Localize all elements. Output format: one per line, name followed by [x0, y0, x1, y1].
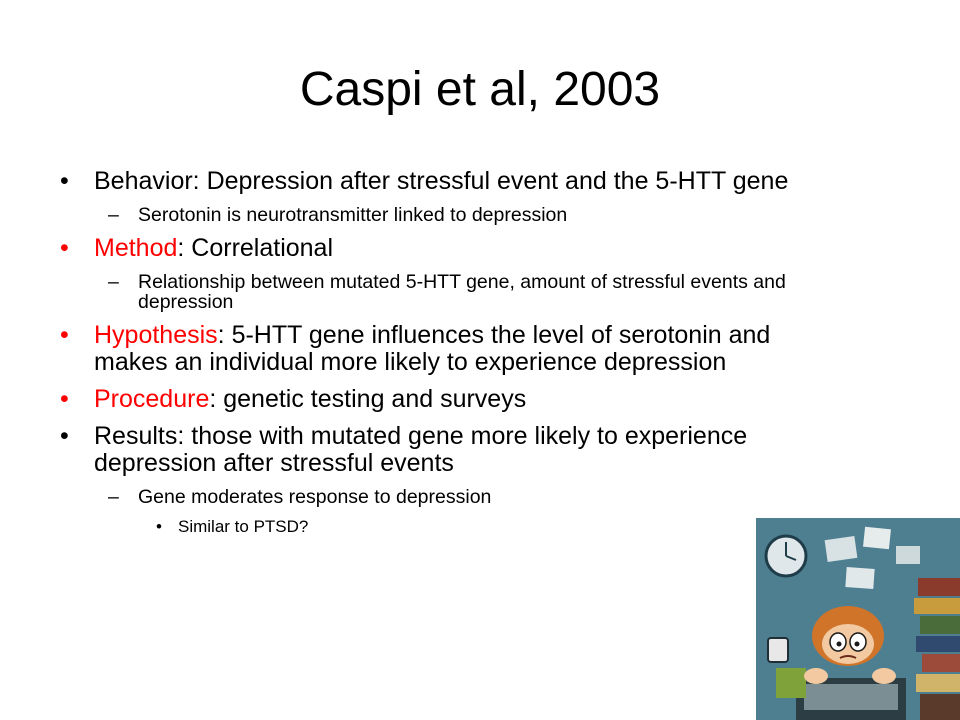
bullet-text: : genetic testing and surveys	[209, 385, 527, 413]
bullet-label: Behavior	[94, 167, 193, 195]
sub-sub-bullet-text: Similar to PTSD?	[178, 517, 309, 536]
bullet-text: : 5-HTT gene influences the level of serotonin and makes an individual more likely to experience depression	[94, 321, 771, 376]
bullet-text: : Correlational	[177, 234, 334, 262]
bullet-behavior	[60, 168, 840, 195]
bullet-procedure	[60, 386, 840, 413]
bullet-dash: –	[108, 271, 119, 293]
bullet-method	[60, 235, 840, 262]
bullet-dot: •	[156, 517, 162, 536]
bullet-results	[60, 423, 840, 477]
sub-bullet-serotonin	[60, 205, 840, 225]
bullet-dot: •	[60, 234, 69, 262]
bullet-text: : those with mutated gene more likely to experience depression after stressful events	[94, 422, 748, 477]
bullet-label: Results	[94, 422, 178, 450]
bullet-text: : Depression after stressful event and the 5-HTT gene	[192, 167, 789, 195]
bullet-dot: •	[60, 422, 69, 450]
sub-bullet-gene-moderates	[60, 487, 840, 507]
bullet-dash: –	[108, 204, 119, 226]
bullet-label: Method	[94, 234, 178, 262]
bullet-dot: •	[60, 167, 69, 195]
slide-title: Caspi et al, 2003	[299, 63, 661, 116]
bullet-dash: –	[108, 486, 119, 508]
sub-sub-bullet-ptsd	[60, 517, 840, 537]
sub-bullet-relationship	[60, 272, 840, 312]
sub-bullet-text: Serotonin is neurotransmitter linked to depression	[138, 204, 568, 226]
bullet-dot: •	[60, 385, 69, 413]
bullet-dot: •	[60, 321, 69, 349]
bullet-label: Procedure	[94, 385, 210, 413]
stressed-student-cartoon-icon	[756, 518, 960, 720]
bullet-label: Hypothesis	[94, 321, 218, 349]
sub-bullet-text: Relationship between mutated 5-HTT gene, amount of stressful events and depression	[138, 271, 786, 313]
bullet-list	[60, 168, 840, 537]
bullet-hypothesis	[60, 322, 840, 376]
sub-bullet-text: Gene moderates response to depression	[138, 486, 492, 508]
